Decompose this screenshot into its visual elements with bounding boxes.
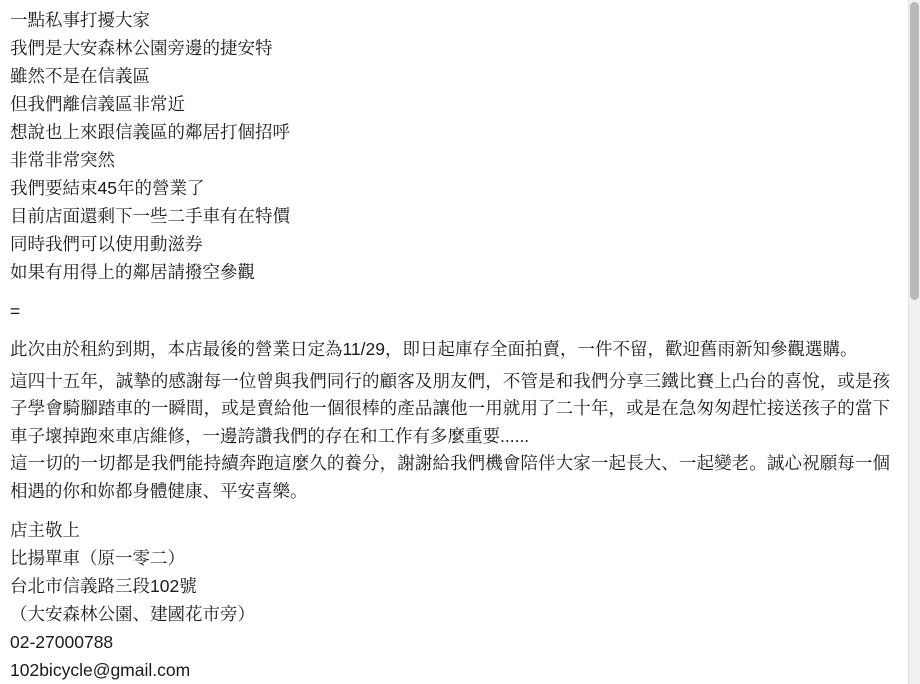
- signature-line: 店主敬上: [10, 520, 80, 540]
- separator-mark: =: [10, 301, 21, 321]
- body-paragraph: 這四十五年，誠摯的感謝每一位曾與我們同行的顧客及朋友們，不管是和我們分享三鐵比賽上凸台的喜悅，或是孩子學會騎腳踏車的一瞬間，或是賣給他一個很棒的產品讓他一用就用了二十年，或是在急匆匆趕忙接送孩子的當下車子壞掉跑來車店維修，一邊誇讚我們的存在和工作有多麼重要......: [10, 370, 890, 446]
- intro-line: 雖然不是在信義區: [10, 66, 150, 86]
- signature-line: 02-27000788: [10, 632, 114, 652]
- intro-line: 想說也上來跟信義區的鄰居打個招呼: [10, 122, 290, 142]
- vertical-scrollbar[interactable]: [908, 0, 920, 684]
- intro-line: 我們要結束45年的營業了: [10, 178, 205, 198]
- signature-block: [10, 516, 890, 684]
- intro-line: 我們是大安森林公園旁邊的捷安特: [10, 38, 273, 58]
- signature-line-email: 102bicycle@gmail.com: [10, 660, 191, 680]
- intro-block: [10, 6, 890, 286]
- scrollbar-thumb[interactable]: [910, 2, 919, 300]
- intro-line: 目前店面還剩下一些二手車有在特價: [10, 206, 290, 226]
- spacer: [10, 325, 890, 336]
- intro-line: 同時我們可以使用動滋券: [10, 234, 203, 254]
- intro-line: 一點私事打擾大家: [10, 10, 150, 30]
- intro-line: 但我們離信義區非常近: [10, 94, 185, 114]
- body-paragraph: 這一切的一切都是我們能持續奔跑這麼久的養分，謝謝給我們機會陪伴大家一起長大、一起變老。誠心祝願每一個相遇的你和妳都身體健康、平安喜樂。: [10, 453, 890, 501]
- intro-line: 如果有用得上的鄰居請撥空參觀: [10, 262, 255, 282]
- spacer: [10, 505, 890, 516]
- signature-line: （大安森林公園、建國花市旁）: [10, 604, 255, 624]
- intro-line: 非常非常突然: [10, 150, 115, 170]
- spacer: [10, 286, 890, 297]
- signature-line: 比揚單車（原一零二）: [10, 548, 185, 568]
- body-paragraph: 此次由於租約到期，本店最後的營業日定為11/29，即日起庫存全面拍賣，一件不留，歡迎舊雨新知參觀選購。: [10, 339, 858, 359]
- signature-line: 台北市信義路三段102號: [10, 576, 197, 596]
